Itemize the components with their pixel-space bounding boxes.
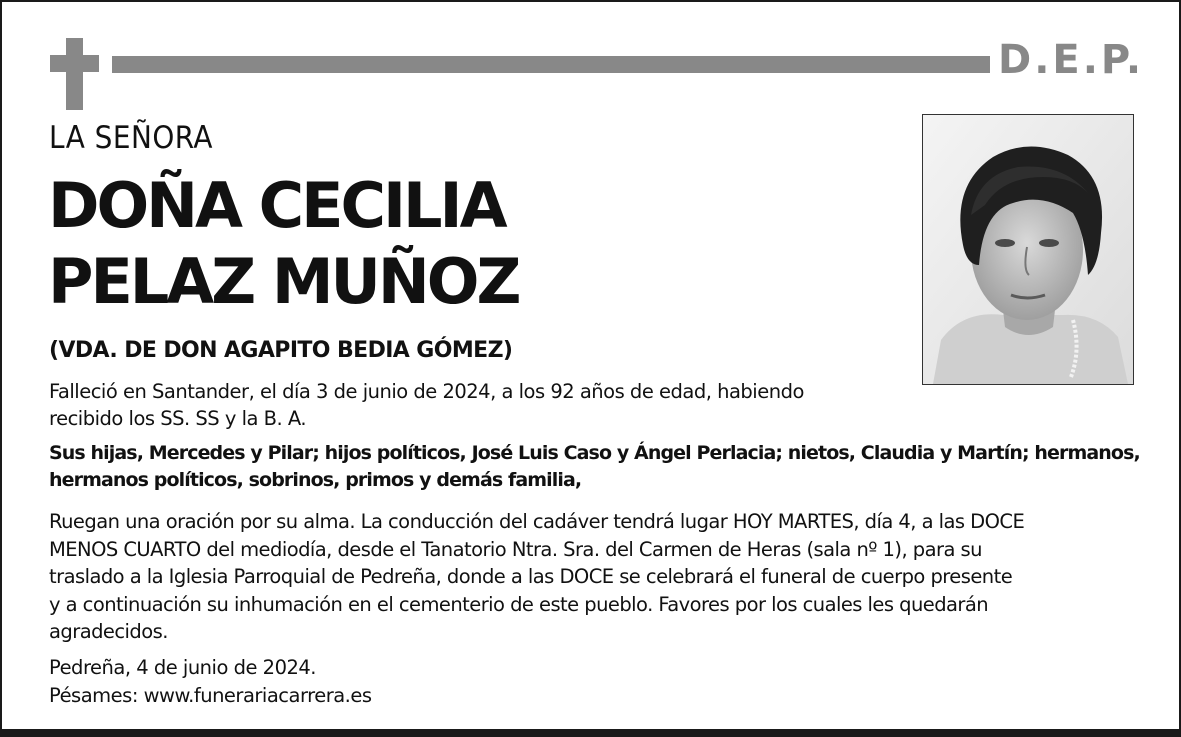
place-and-date: Pedreña, 4 de junio de 2024. (49, 656, 316, 679)
deceased-name-line-2: PELAZ MUÑOZ (48, 245, 519, 318)
funeral-details-line: MENOS CUARTO del mediodía, desde el Tanatorio Ntra. Sra. del Carmen de Heras (sala nº 1), para su (49, 537, 982, 561)
cross-icon-horizontal-bar (50, 55, 99, 72)
deceased-portrait-photo (922, 114, 1134, 385)
death-announcement-line: Falleció en Santander, el día 3 de junio de 2024, a los 92 años de edad, habiendo (49, 380, 804, 403)
funeral-details-line: y a continuación su inhumación en el cementerio de este pueblo. Favores por los cuales les quedarán (49, 592, 989, 616)
family-mourners-line: hermanos políticos, sobrinos, primos y demás familia, (49, 469, 582, 491)
cross-icon-vertical-bar (66, 38, 83, 110)
widow-of-line: (VDA. DE DON AGAPITO BEDIA GÓMEZ) (49, 338, 513, 363)
family-mourners (49, 440, 1159, 494)
honorific-prefix: LA SEÑORA (49, 120, 213, 156)
dep-badge: D.E.P. (998, 37, 1145, 83)
funeral-details-line: Ruegan una oración por su alma. La conducción del cadáver tendrá lugar HOY MARTES, día 4, a las DOCE (49, 510, 1025, 533)
portrait-image (923, 115, 1133, 384)
header-rule (112, 56, 990, 73)
funeral-details (49, 508, 1159, 646)
deceased-name-line-1: DOÑA CECILIA (48, 169, 505, 242)
family-mourners-line: Sus hijas, Mercedes y Pilar; hijos políticos, José Luis Caso y Ángel Perlacia; nietos, Claudia y Martín; hermanos, (49, 442, 1140, 464)
funeral-details-line: agradecidos. (49, 620, 168, 643)
condolences-website: Pésames: www.funerariacarrera.es (49, 684, 372, 707)
funeral-details-line: traslado a la Iglesia Parroquial de Pedreña, donde a las DOCE se celebrará el funeral de cuerpo presente (49, 565, 1013, 588)
death-announcement-line: recibido los SS. SS y la B. A. (49, 407, 307, 430)
death-announcement (49, 378, 879, 432)
deceased-name (48, 168, 518, 320)
